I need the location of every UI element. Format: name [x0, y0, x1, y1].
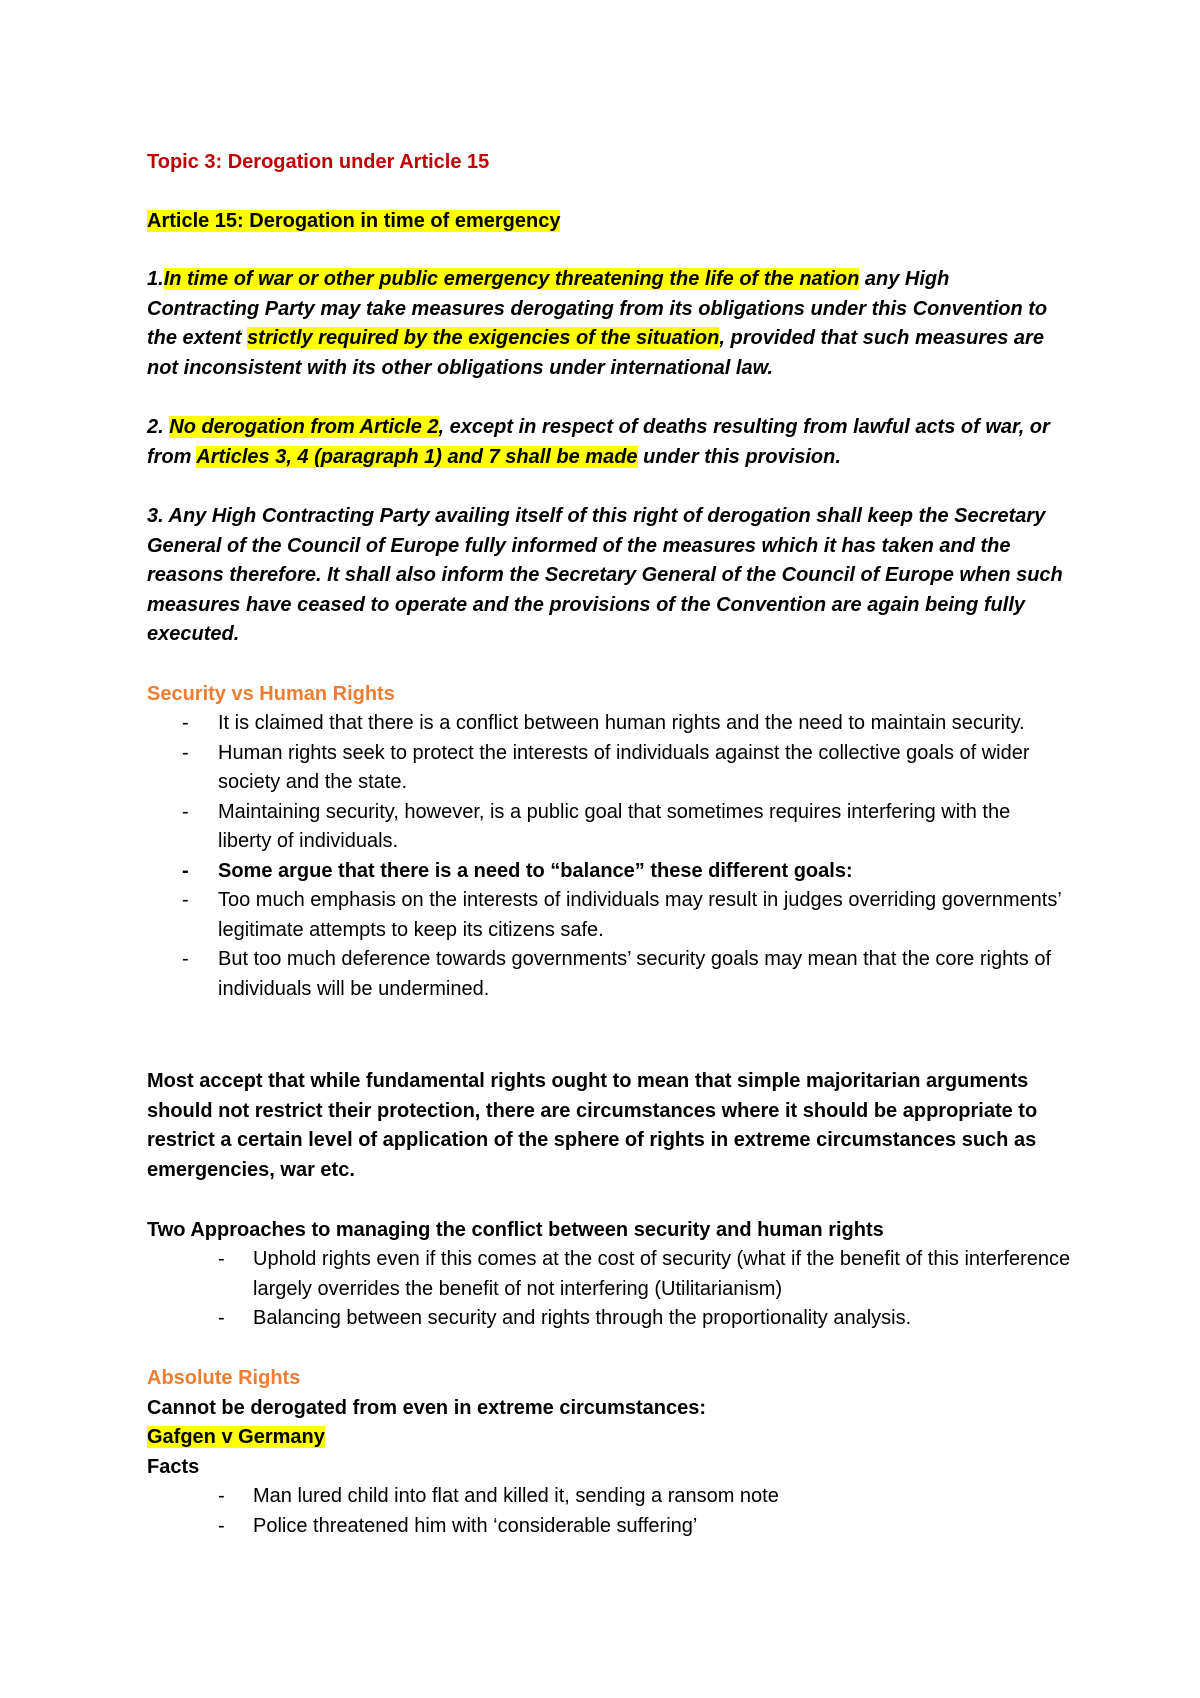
absolute-rights-subheading: Cannot be derogated from even in extreme circumstances: — [147, 1397, 707, 1419]
para1-prefix: 1. — [147, 268, 164, 290]
approaches-list — [218, 1245, 1098, 1334]
absolute-rights-heading: Absolute Rights — [147, 1367, 301, 1389]
para1-highlight-2: strictly required by the exigencies of the situation — [247, 327, 720, 349]
list-item: - Uphold rights even if this comes at the cost of security (what if the benefit of this interference largely overrides the benefit of not interfering (Utilitarianism) — [218, 1245, 1098, 1304]
facts-list — [218, 1482, 1098, 1541]
article-heading — [147, 207, 1067, 237]
list-item: - But too much deference towards governments’ security goals may mean that the core rights of individuals will be undermined. — [147, 945, 1067, 1004]
most-accept-paragraph: Most accept that while fundamental rights ought to mean that simple majoritarian arguments should not restrict their protection, there are circumstances where it should be appropriate to restrict a certain level of application of the sphere of rights in extreme circumstances such as emergencies, war etc. — [147, 1070, 1038, 1181]
para1-highlight-1: In time of war or other public emergency threatening the life of the nation — [163, 268, 860, 290]
para2-highlight-2: Articles 3, 4 (paragraph 1) and 7 shall be made — [196, 445, 638, 468]
para2-prefix: 2. — [147, 416, 170, 438]
security-heading: Security vs Human Rights — [147, 683, 395, 705]
case-name-text: Gafgen v Germany — [147, 1426, 325, 1448]
two-approaches-heading: Two Approaches to managing the conflict between security and human rights — [147, 1219, 884, 1241]
list-item: - Human rights seek to protect the interests of individuals against the collective goals of wider society and the state. — [147, 739, 1067, 798]
topic-title: Topic 3: Derogation under Article 15 — [147, 151, 490, 173]
security-list — [147, 709, 1067, 1004]
list-item: - It is claimed that there is a conflict between human rights and the need to maintain security. — [147, 709, 1067, 739]
facts-label: Facts — [147, 1456, 200, 1478]
para2-text-1: , except in respect of deaths resulting from lawful acts of war, or from — [147, 416, 1050, 468]
list-item: - Man lured child into flat and killed it, sending a ransom note — [218, 1482, 1098, 1512]
para1-text-1: any High Contracting Party may take measures derogating from its obligations under this Convention to the extent — [147, 268, 1048, 349]
list-item: - Maintaining security, however, is a public goal that sometimes requires interfering with the liberty of individuals. — [147, 798, 1067, 857]
list-item: - Balancing between security and rights through the proportionality analysis. — [218, 1304, 1098, 1334]
list-item: - Too much emphasis on the interests of individuals may result in judges overriding governments’ legitimate attempts to keep its citizens safe. — [147, 886, 1067, 945]
paragraph-3: 3. Any High Contracting Party availing itself of this right of derogation shall keep the Secretary General of the Council of Europe fully informed of the measures which it has taken and the reasons therefore. It shall also inform the Secretary General of the Council of Europe when such measures have ceased to operate and the provisions of the Convention are again being fully executed. — [147, 505, 1063, 645]
para2-highlight-1: No derogation from Article 2 — [169, 416, 439, 438]
paragraph-2 — [147, 413, 1067, 472]
list-item: - Police threatened him with ‘considerable suffering’ — [218, 1512, 1098, 1542]
para1-text-2: , provided that such measures are not inconsistent with its other obligations under international law. — [147, 327, 1044, 379]
list-item: - Some argue that there is a need to “balance” these different goals: — [147, 857, 1067, 887]
para2-text-2: under this provision. — [637, 445, 841, 468]
article-heading-text: Article 15: Derogation in time of emergency — [147, 210, 561, 232]
case-name — [147, 1423, 1067, 1453]
paragraph-1 — [147, 265, 1067, 383]
